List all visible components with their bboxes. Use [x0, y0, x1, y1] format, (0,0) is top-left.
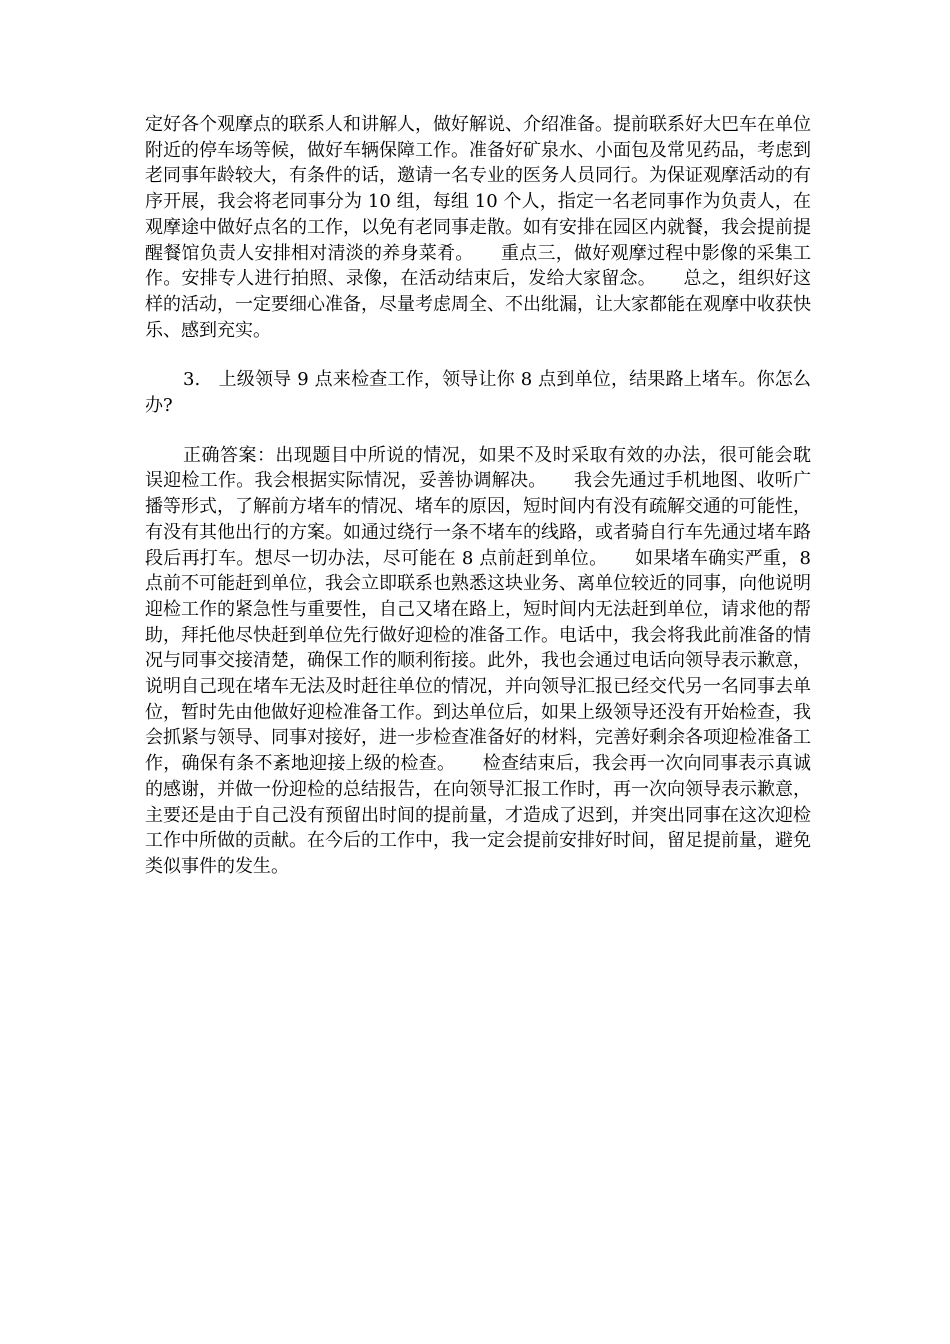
question-heading: 3. 上级领导 9 点来检查工作，领导让你 8 点到单位，结果路上堵车。你怎么办? [145, 369, 811, 417]
document-body [145, 112, 817, 880]
paragraph-continuation: 定好各个观摩点的联系人和讲解人，做好解说、介绍准备。提前联系好大巴车在单位附近的停车场等候，做好车辆保障工作。准备好矿泉水、小面包及常见药品，考虑到老同事年龄较大，有条件的话，邀请一名专业的医务人员同行。为保证观摩活动的有序开展，我会将老同事分为 10 组，每组 10 个人，指定一名老同事作为负责人，在观摩途中做好点名的工作，以免有老同事走散。如有安排在园区内就餐，我会提前提醒餐馆负责人安排相对清淡的养身菜肴。 重点三，做好观摩过程中影像的采集工作。安排专人进行拍照、录像，在活动结束后，发给大家留念。 总之，组织好这样的活动，一定要细心准备，尽量考虑周全、不出纰漏，让大家都能在观摩中收获快乐、感到充实。 [145, 114, 811, 341]
answer-paragraph: 正确答案：出现题目中所说的情况，如果不及时采取有效的办法，很可能会耽误迎检工作。我会根据实际情况，妥善协调解决。 我会先通过手机地图、收听广播等形式，了解前方堵车的情况、堵车的原因，短时间内有没有疏解交通的可能性，有没有其他出行的方案。如通过绕行一条不堵车的线路，或者骑自行车先通过堵车路段后再打车。想尽一切办法，尽可能在 8 点前赶到单位。 如果堵车确实严重，8 点前不可能赶到单位，我会立即联系也熟悉这块业务、离单位较近的同事，向他说明迎检工作的紧急性与重要性，自己又堵在路上，短时间内无法赶到单位，请求他的帮助，拜托他尽快赶到单位先行做好迎检的准备工作。电话中，我会将我此前准备的情况与同事交接清楚，确保工作的顺利衔接。此外，我也会通过电话向领导表示歉意，说明自己现在堵车无法及时赶往单位的情况，并向领导汇报已经交代另一名同事去单位，暂时先由他做好迎检准备工作。到达单位后，如果上级领导还没有开始检查，我会抓紧与领导、同事对接好，进一步检查准备好的材料，完善好剩余各项迎检准备工作，确保有条不紊地迎接上级的检查。 检查结束后，我会再一次向同事表示真诚的感谢，并做一份迎检的总结报告，在向领导汇报工作时，再一次向领导表示歉意，主要还是由于自己没有预留出时间的提前量，才造成了迟到，并突出同事在这次迎检工作中所做的贡献。在今后的工作中，我一定会提前安排好时间，留足提前量，避免类似事件的发生。 [145, 444, 817, 877]
